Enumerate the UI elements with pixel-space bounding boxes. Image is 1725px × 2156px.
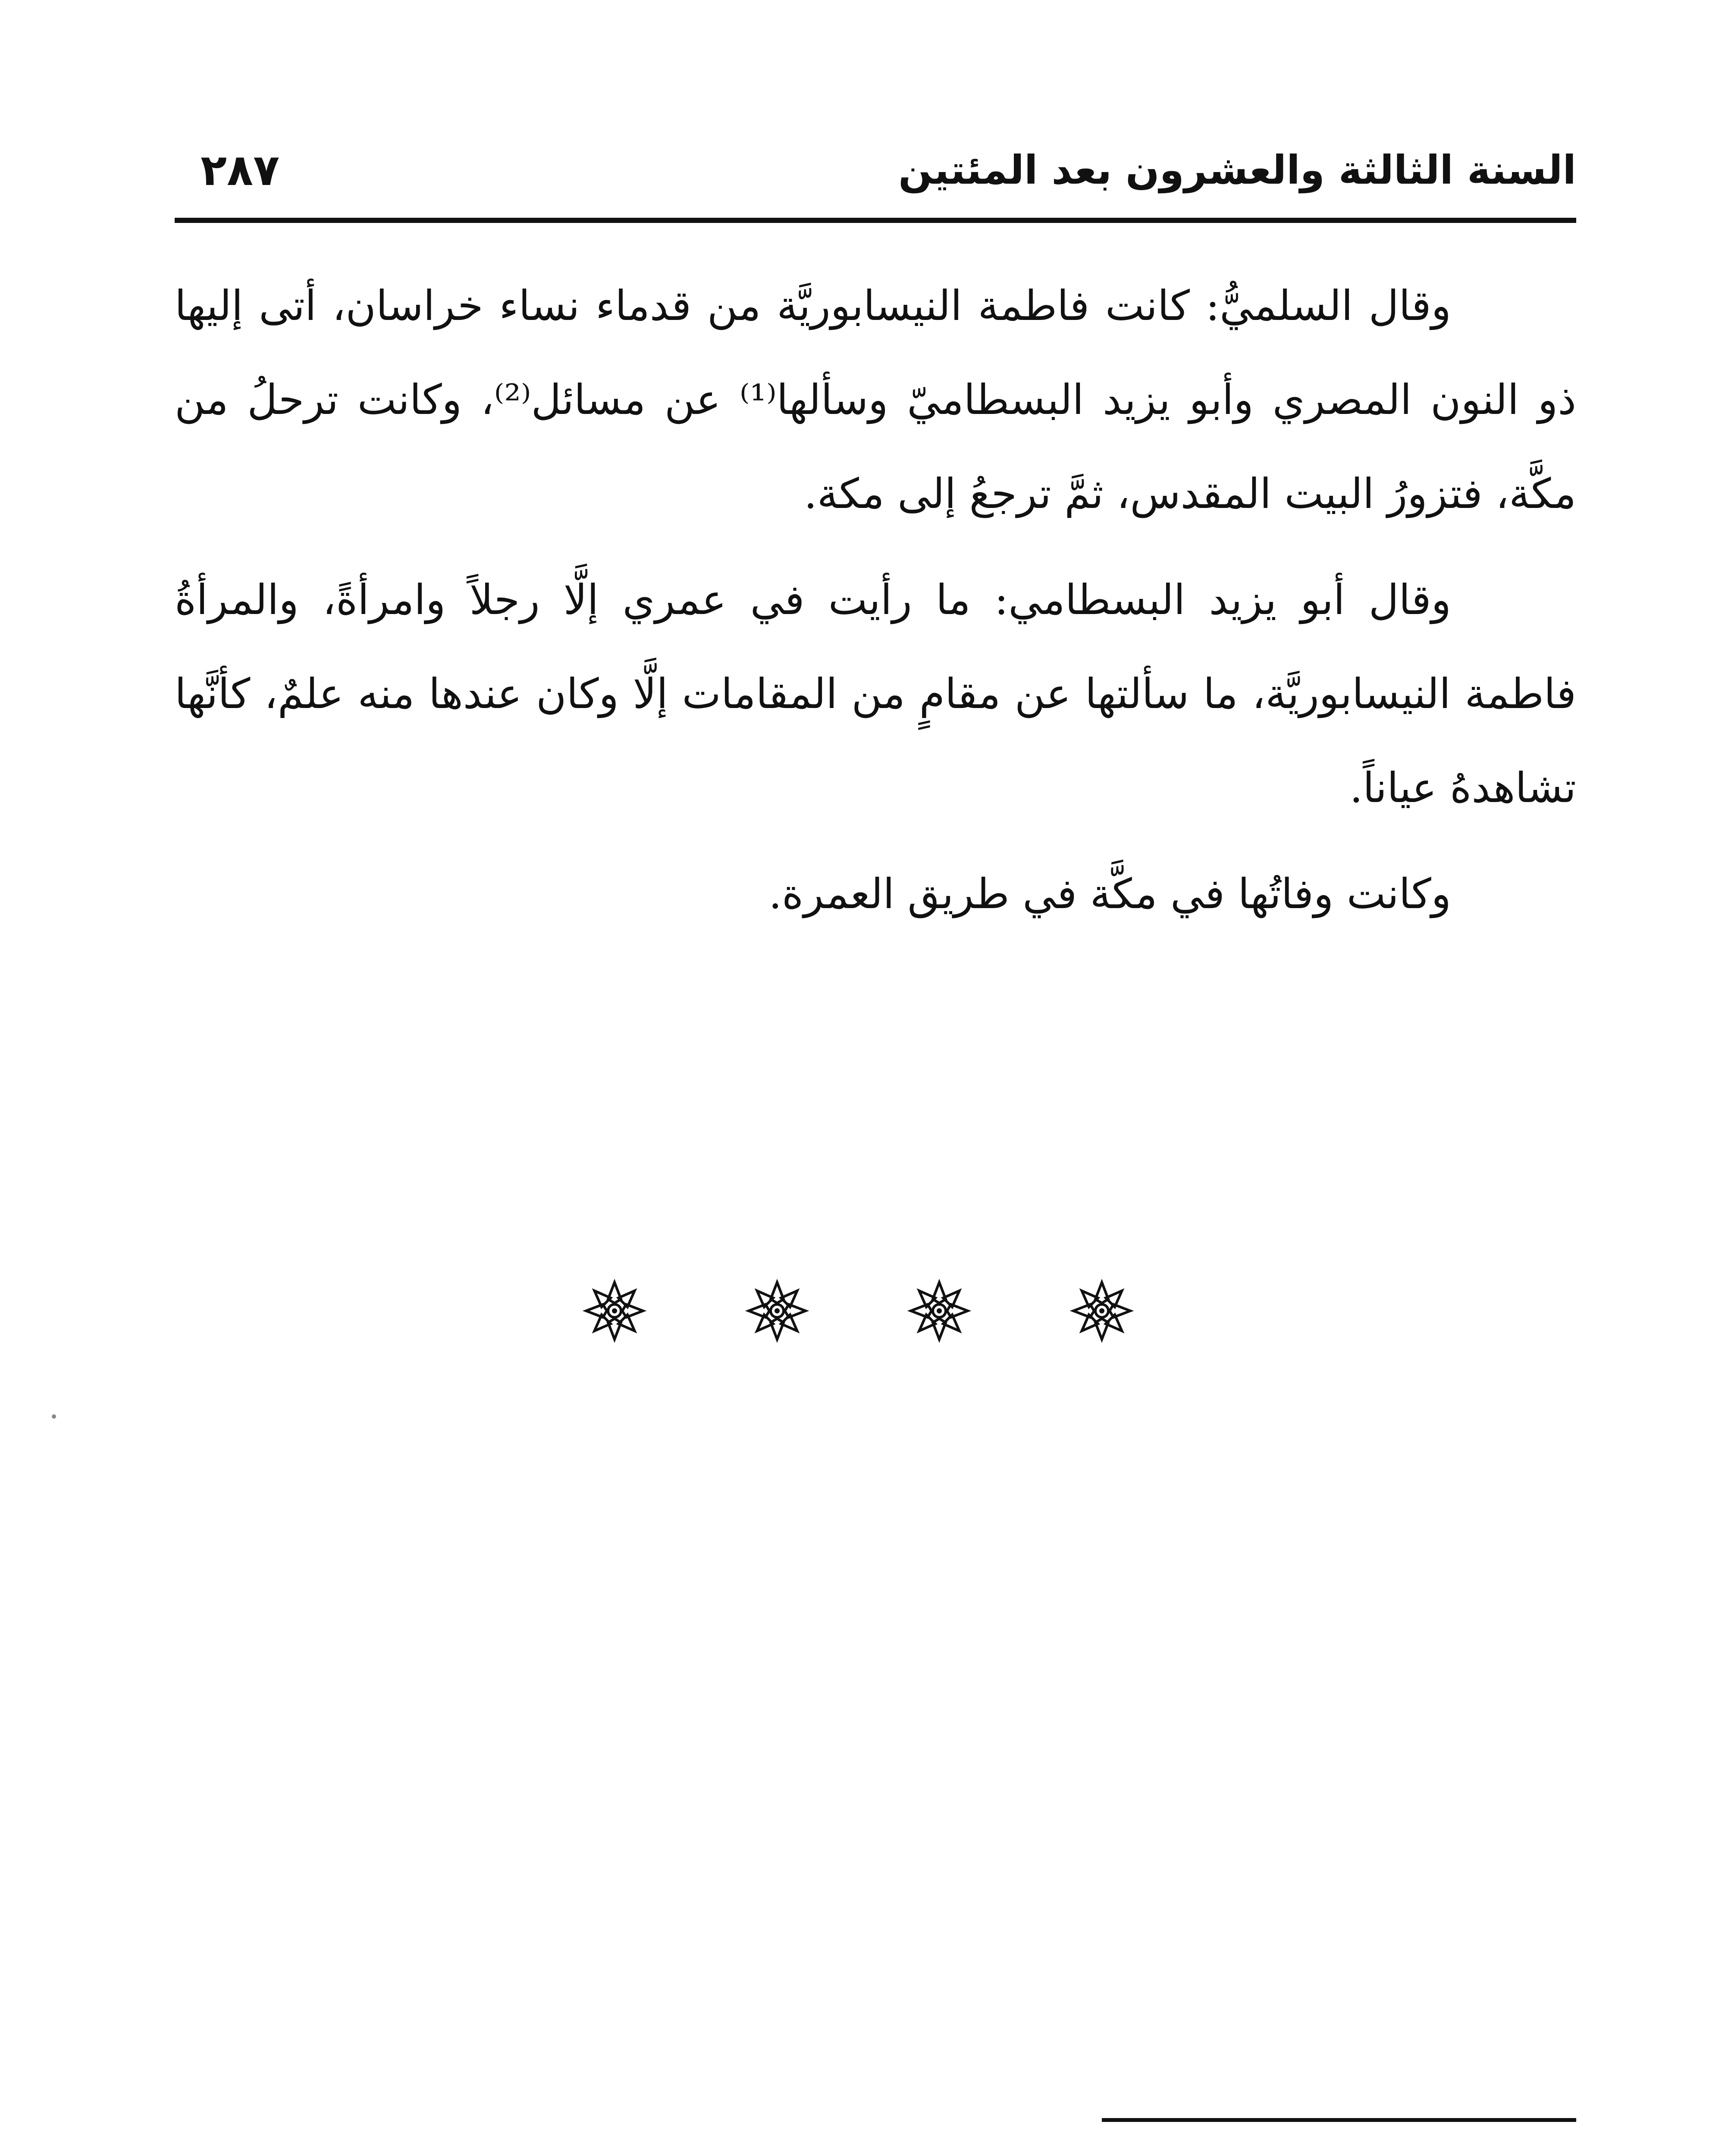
footnote-rule bbox=[1102, 2118, 1576, 2122]
floral-star-ornament-icon bbox=[907, 1279, 972, 1343]
section-divider-ornaments bbox=[582, 1263, 1134, 1358]
scan-speck bbox=[52, 1414, 56, 1419]
header-rule bbox=[175, 218, 1576, 223]
paragraph: وقال أبو يزيد البسطامي: ما رأيت في عمري إلَّا رجلاً وامرأةً، والمرأةُ فاطمة النيسابوريَّة، ما سألتها عن مقامٍ من المقامات إلَّا وكان عندها منه علمٌ، كأنَّها تشاهدهُ عياناً. bbox=[175, 576, 1576, 812]
floral-star-ornament-icon bbox=[745, 1279, 809, 1343]
page-header bbox=[175, 129, 1576, 211]
running-head: السنة الثالثة والعشرون بعد المئتين bbox=[898, 147, 1576, 193]
paragraph: وقال السلميُّ: كانت فاطمة النيسابوريَّة من قدماء نساء خراسان، أتى إليها ذو النون المصري وأبو يزيد البسطاميّ وسألها⁽¹⁾ عن مسائل⁽²⁾، وكانت ترحلُ من مكَّة، فتزورُ البيت المقدس، ثمَّ ترجعُ إلى مكة. bbox=[175, 282, 1577, 518]
main-text bbox=[175, 259, 1576, 953]
page-number: ٢٨٧ bbox=[201, 145, 280, 195]
floral-star-ornament-icon bbox=[1070, 1279, 1134, 1343]
paragraph: وكانت وفاتُها في مكَّة في طريق العمرة. bbox=[768, 870, 1451, 918]
floral-star-ornament-icon bbox=[582, 1279, 647, 1343]
